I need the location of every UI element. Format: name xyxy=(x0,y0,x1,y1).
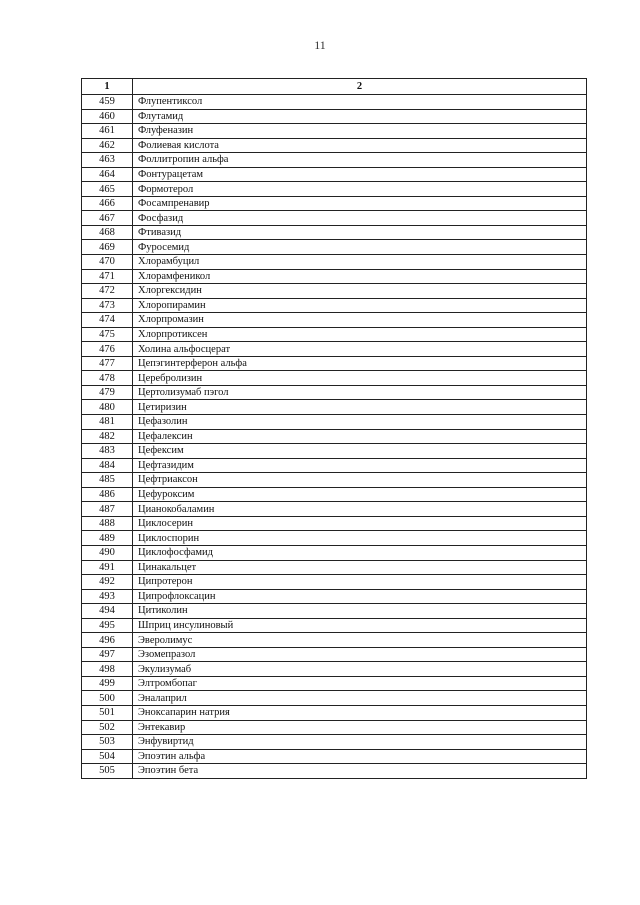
table-row xyxy=(82,749,587,764)
drug-name-cell: Энтекавир xyxy=(133,720,587,735)
row-number-cell: 505 xyxy=(82,764,133,779)
row-number-cell: 490 xyxy=(82,545,133,560)
row-number-cell: 471 xyxy=(82,269,133,284)
table-row xyxy=(82,720,587,735)
table-row xyxy=(82,545,587,560)
row-number-cell: 473 xyxy=(82,298,133,313)
drug-name-cell: Ципротерон xyxy=(133,575,587,590)
row-number-cell: 479 xyxy=(82,385,133,400)
drug-name-cell: Формотерол xyxy=(133,182,587,197)
table-row xyxy=(82,342,587,357)
table-row xyxy=(82,487,587,502)
table-row xyxy=(82,371,587,386)
row-number-cell: 470 xyxy=(82,255,133,270)
drug-name-cell: Эпоэтин альфа xyxy=(133,749,587,764)
row-number-cell: 468 xyxy=(82,225,133,240)
row-number-cell: 466 xyxy=(82,196,133,211)
row-number-cell: 503 xyxy=(82,735,133,750)
drug-name-cell: Шприц инсулиновый xyxy=(133,618,587,633)
drug-name-cell: Ципрофлоксацин xyxy=(133,589,587,604)
drug-name-cell: Флутамид xyxy=(133,109,587,124)
table-row xyxy=(82,255,587,270)
row-number-cell: 467 xyxy=(82,211,133,226)
row-number-cell: 469 xyxy=(82,240,133,255)
row-number-cell: 482 xyxy=(82,429,133,444)
drug-name-cell: Цинакальцет xyxy=(133,560,587,575)
row-number-cell: 504 xyxy=(82,749,133,764)
row-number-cell: 488 xyxy=(82,516,133,531)
row-number-cell: 472 xyxy=(82,284,133,299)
table-row xyxy=(82,444,587,459)
row-number-cell: 498 xyxy=(82,662,133,677)
drug-name-cell: Хлоргексидин xyxy=(133,284,587,299)
table-row xyxy=(82,676,587,691)
table-header-row xyxy=(82,79,587,95)
table-row xyxy=(82,764,587,779)
drug-name-cell: Экулизумаб xyxy=(133,662,587,677)
drug-name-cell: Циклосерин xyxy=(133,516,587,531)
drug-name-cell: Фонтурацетам xyxy=(133,167,587,182)
table-row xyxy=(82,327,587,342)
table-row xyxy=(82,735,587,750)
drug-name-cell: Фуросемид xyxy=(133,240,587,255)
drug-name-cell: Циклофосфамид xyxy=(133,545,587,560)
row-number-cell: 474 xyxy=(82,313,133,328)
row-number-cell: 463 xyxy=(82,153,133,168)
table-row xyxy=(82,429,587,444)
drug-name-cell: Энфувиртид xyxy=(133,735,587,750)
row-number-cell: 462 xyxy=(82,138,133,153)
table-row xyxy=(82,211,587,226)
drug-name-cell: Флупентиксол xyxy=(133,95,587,110)
drug-name-cell: Цефтриаксон xyxy=(133,473,587,488)
drug-name-cell: Цианокобаламин xyxy=(133,502,587,517)
drug-name-cell: Флуфеназин xyxy=(133,124,587,139)
table-row xyxy=(82,95,587,110)
row-number-cell: 491 xyxy=(82,560,133,575)
table-row xyxy=(82,167,587,182)
page-number: 11 xyxy=(314,38,326,52)
row-number-cell: 461 xyxy=(82,124,133,139)
row-number-cell: 480 xyxy=(82,400,133,415)
table-row xyxy=(82,385,587,400)
drug-name-cell: Эверолимус xyxy=(133,633,587,648)
drug-list-table xyxy=(81,78,587,779)
table-row xyxy=(82,415,587,430)
table-row xyxy=(82,225,587,240)
drug-name-cell: Цефазолин xyxy=(133,415,587,430)
row-number-cell: 485 xyxy=(82,473,133,488)
row-number-cell: 484 xyxy=(82,458,133,473)
drug-name-cell: Хлорамфеникол xyxy=(133,269,587,284)
row-number-cell: 459 xyxy=(82,95,133,110)
row-number-cell: 502 xyxy=(82,720,133,735)
drug-name-cell: Элтромбопаг xyxy=(133,676,587,691)
table-row xyxy=(82,153,587,168)
drug-name-cell: Цефуроксим xyxy=(133,487,587,502)
drug-name-cell: Цефалексин xyxy=(133,429,587,444)
row-number-cell: 477 xyxy=(82,356,133,371)
row-number-cell: 494 xyxy=(82,604,133,619)
table-row xyxy=(82,240,587,255)
drug-name-cell: Хлоропирамин xyxy=(133,298,587,313)
row-number-cell: 478 xyxy=(82,371,133,386)
column-header-number: 1 xyxy=(82,79,133,95)
drug-name-cell: Цефтазидим xyxy=(133,458,587,473)
table-row xyxy=(82,313,587,328)
row-number-cell: 492 xyxy=(82,575,133,590)
row-number-cell: 464 xyxy=(82,167,133,182)
drug-name-cell: Фосампренавир xyxy=(133,196,587,211)
row-number-cell: 481 xyxy=(82,415,133,430)
table-row xyxy=(82,589,587,604)
drug-name-cell: Эноксапарин натрия xyxy=(133,705,587,720)
row-number-cell: 489 xyxy=(82,531,133,546)
table-row xyxy=(82,531,587,546)
table-row xyxy=(82,473,587,488)
table-row xyxy=(82,647,587,662)
drug-name-cell: Фтивазид xyxy=(133,225,587,240)
table-row xyxy=(82,400,587,415)
drug-name-cell: Цитиколин xyxy=(133,604,587,619)
drug-name-cell: Цетиризин xyxy=(133,400,587,415)
drug-name-cell: Хлорамбуцил xyxy=(133,255,587,270)
table-row xyxy=(82,298,587,313)
table-row xyxy=(82,196,587,211)
table-row xyxy=(82,575,587,590)
drug-name-cell: Эзомепразол xyxy=(133,647,587,662)
row-number-cell: 493 xyxy=(82,589,133,604)
drug-name-cell: Цепэгинтерферон альфа xyxy=(133,356,587,371)
row-number-cell: 501 xyxy=(82,705,133,720)
drug-name-cell: Цертолизумаб пэгол xyxy=(133,385,587,400)
drug-name-cell: Фосфазид xyxy=(133,211,587,226)
table-row xyxy=(82,633,587,648)
table-row xyxy=(82,109,587,124)
drug-name-cell: Эналаприл xyxy=(133,691,587,706)
table-row xyxy=(82,705,587,720)
drug-name-cell: Циклоспорин xyxy=(133,531,587,546)
table-row xyxy=(82,604,587,619)
table-row xyxy=(82,269,587,284)
table-row xyxy=(82,618,587,633)
row-number-cell: 483 xyxy=(82,444,133,459)
table-row xyxy=(82,691,587,706)
table-row xyxy=(82,662,587,677)
row-number-cell: 476 xyxy=(82,342,133,357)
drug-name-cell: Фолиевая кислота xyxy=(133,138,587,153)
row-number-cell: 486 xyxy=(82,487,133,502)
drug-name-cell: Церебролизин xyxy=(133,371,587,386)
table-row xyxy=(82,182,587,197)
row-number-cell: 497 xyxy=(82,647,133,662)
table-row xyxy=(82,284,587,299)
row-number-cell: 495 xyxy=(82,618,133,633)
drug-name-cell: Эпоэтин бета xyxy=(133,764,587,779)
table-row xyxy=(82,516,587,531)
table-row xyxy=(82,458,587,473)
row-number-cell: 465 xyxy=(82,182,133,197)
row-number-cell: 500 xyxy=(82,691,133,706)
row-number-cell: 460 xyxy=(82,109,133,124)
drug-name-cell: Хлорпромазин xyxy=(133,313,587,328)
column-header-name: 2 xyxy=(133,79,587,95)
table-row xyxy=(82,502,587,517)
row-number-cell: 487 xyxy=(82,502,133,517)
row-number-cell: 499 xyxy=(82,676,133,691)
row-number-cell: 496 xyxy=(82,633,133,648)
table-row xyxy=(82,124,587,139)
drug-name-cell: Хлорпротиксен xyxy=(133,327,587,342)
drug-name-cell: Фоллитропин альфа xyxy=(133,153,587,168)
row-number-cell: 475 xyxy=(82,327,133,342)
drug-name-cell: Холина альфосцерат xyxy=(133,342,587,357)
table-row xyxy=(82,356,587,371)
drug-name-cell: Цефексим xyxy=(133,444,587,459)
table-row xyxy=(82,560,587,575)
table-body xyxy=(82,95,587,779)
table-row xyxy=(82,138,587,153)
